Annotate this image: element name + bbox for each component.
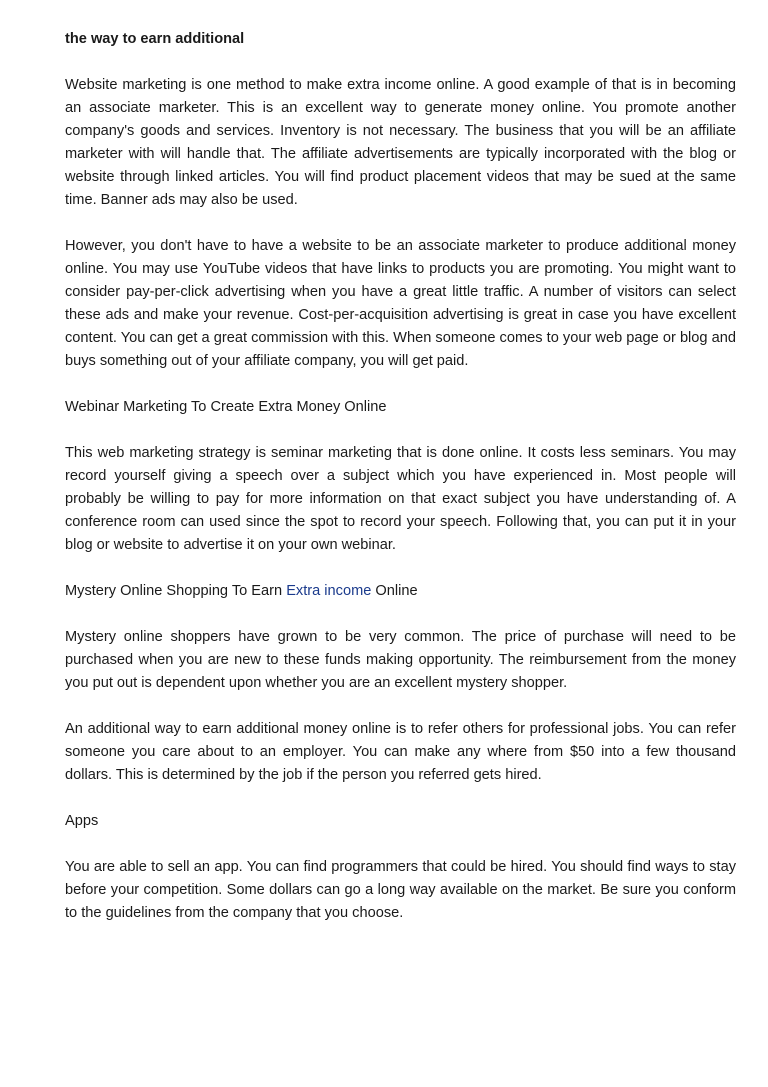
heading-apps: Apps (65, 813, 99, 829)
heading-mystery-text-before: Mystery Online Shopping To Earn (65, 583, 287, 599)
spacer (65, 603, 736, 626)
spacer (65, 695, 736, 718)
spacer (65, 51, 736, 74)
extra-income-link[interactable]: Extra income (286, 583, 372, 599)
paragraph-affiliate-without-website: However, you don't have to have a website to be an associate marketer to produce additional money online. You may use YouTube videos that have links to products you are promoting. You might want to consider pay-per-click advertising when you have a great little traffic. A number of visitors can select these ads and make your revenue. Cost-per-acquisition advertising is great in case you have excellent content. You can get a great commission with this. When someone comes to your web page or blog and buys something out of your affiliate company, you will get paid. (65, 238, 736, 369)
section-title: the way to earn additional (65, 31, 245, 47)
document-page (65, 28, 736, 925)
spacer (65, 557, 736, 580)
spacer (65, 419, 736, 442)
spacer (65, 373, 736, 396)
spacer (65, 833, 736, 856)
paragraph-apps: You are able to sell an app. You can find programmers that could be hired. You should find ways to stay before your competition. Some dollars can go a long way available on the market. Be sure you conform to the guidelines from the company that you choose. (65, 859, 736, 921)
paragraph-webinar: This web marketing strategy is seminar marketing that is done online. It costs less seminars. You may record yourself giving a speech over a subject which you have experienced in. Most people will probably be willing to pay for more information on that exact subject you have understanding of. A conference room can used since the spot to record your speech. Following that, you can put it in your blog or website to advertise it on your own webinar. (65, 445, 736, 553)
paragraph-mystery-shoppers: Mystery online shoppers have grown to be very common. The price of purchase will need to be purchased when you are new to these funds making opportunity. The reimbursement from the money you put out is dependent upon whether you are an excellent mystery shopper. (65, 629, 736, 691)
spacer (65, 787, 736, 810)
paragraph-website-marketing: Website marketing is one method to make extra income online. A good example of that is in becoming an associate marketer. This is an excellent way to generate money online. You promote another company's goods and services. Inventory is not necessary. The business that you will be an affiliate marketer with will handle that. The affiliate advertisements are typically incorporated with the blog or website through linked articles. You will find product placement videos that may be sued at the same time. Banner ads may also be used. (65, 77, 736, 208)
heading-mystery-shopping (65, 580, 736, 603)
heading-mystery-text-after: Online (371, 583, 418, 599)
paragraph-referrals: An additional way to earn additional money online is to refer others for professional jobs. You can refer someone you care about to an employer. You can make any where from $50 into a few thousand dollars. This is determined by the job if the person you referred gets hired. (65, 721, 736, 783)
spacer (65, 212, 736, 235)
heading-webinar-marketing: Webinar Marketing To Create Extra Money Online (65, 399, 387, 415)
